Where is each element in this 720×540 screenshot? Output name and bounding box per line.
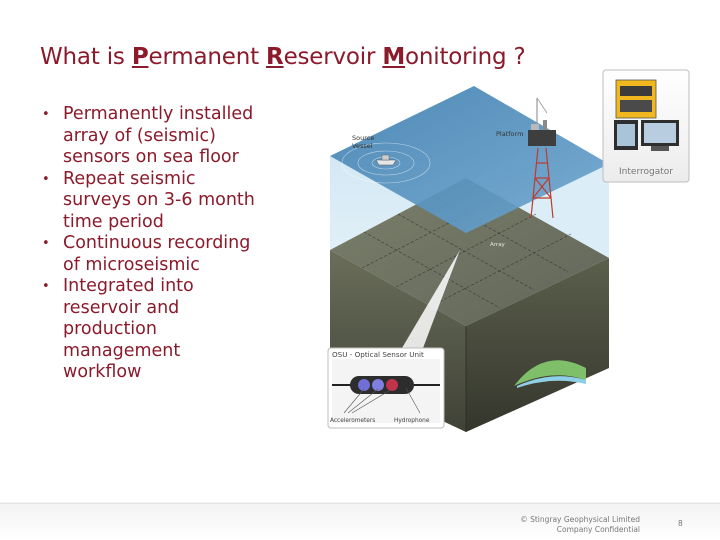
- bullet-text: Integrated into reservoir and production management workflow: [63, 276, 194, 382]
- footer-divider: [0, 503, 720, 504]
- bullet-dot: •: [42, 107, 50, 122]
- title-part: What is: [40, 44, 132, 70]
- bullet-text: Repeat seismic surveys on 3-6 month time period: [63, 168, 255, 232]
- label-platform: Platform: [496, 130, 524, 138]
- label-interrogator: Interrogator: [619, 167, 673, 177]
- title-initial-m: M: [382, 44, 406, 70]
- bullet-dot: •: [42, 279, 50, 294]
- title-initial-r: R: [266, 44, 284, 70]
- bullet-dot: •: [42, 236, 50, 251]
- bullet-item: [42, 233, 262, 276]
- bullet-list: [42, 104, 262, 384]
- bullet-item: [42, 169, 262, 234]
- label-source-vessel-line2: Vessel: [352, 142, 373, 150]
- confidential-line: Company Confidential: [556, 525, 640, 534]
- label-accelerometers: Accelerometers: [330, 418, 376, 424]
- title-part: onitoring ?: [405, 44, 526, 70]
- page-number: 8: [678, 519, 683, 528]
- bullet-item: [42, 276, 262, 384]
- bullet-text: Permanently installed array of (seismic) sensors on sea floor: [63, 104, 254, 167]
- bullet-text: Continuous recording of microseismic: [63, 233, 251, 275]
- title-part: ermanent: [148, 44, 267, 70]
- reservoir-monitoring-illustration: [324, 68, 696, 438]
- label-hydrophone: Hydrophone: [394, 418, 430, 424]
- title-initial-p: P: [131, 44, 149, 70]
- title-part: eservoir: [283, 44, 383, 70]
- footer-copyright: [470, 515, 640, 535]
- label-array: Array: [490, 242, 505, 248]
- label-source-vessel-line1: Source: [352, 134, 375, 142]
- copyright-line: © Stingray Geophysical Limited: [520, 515, 640, 524]
- bullet-dot: •: [42, 171, 50, 187]
- label-osu: OSU - Optical Sensor Unit: [332, 350, 424, 359]
- osu-inset-panel: [328, 348, 444, 428]
- bullet-item: [42, 104, 262, 169]
- slide-title: [40, 44, 526, 70]
- interrogator-panel: [603, 70, 689, 182]
